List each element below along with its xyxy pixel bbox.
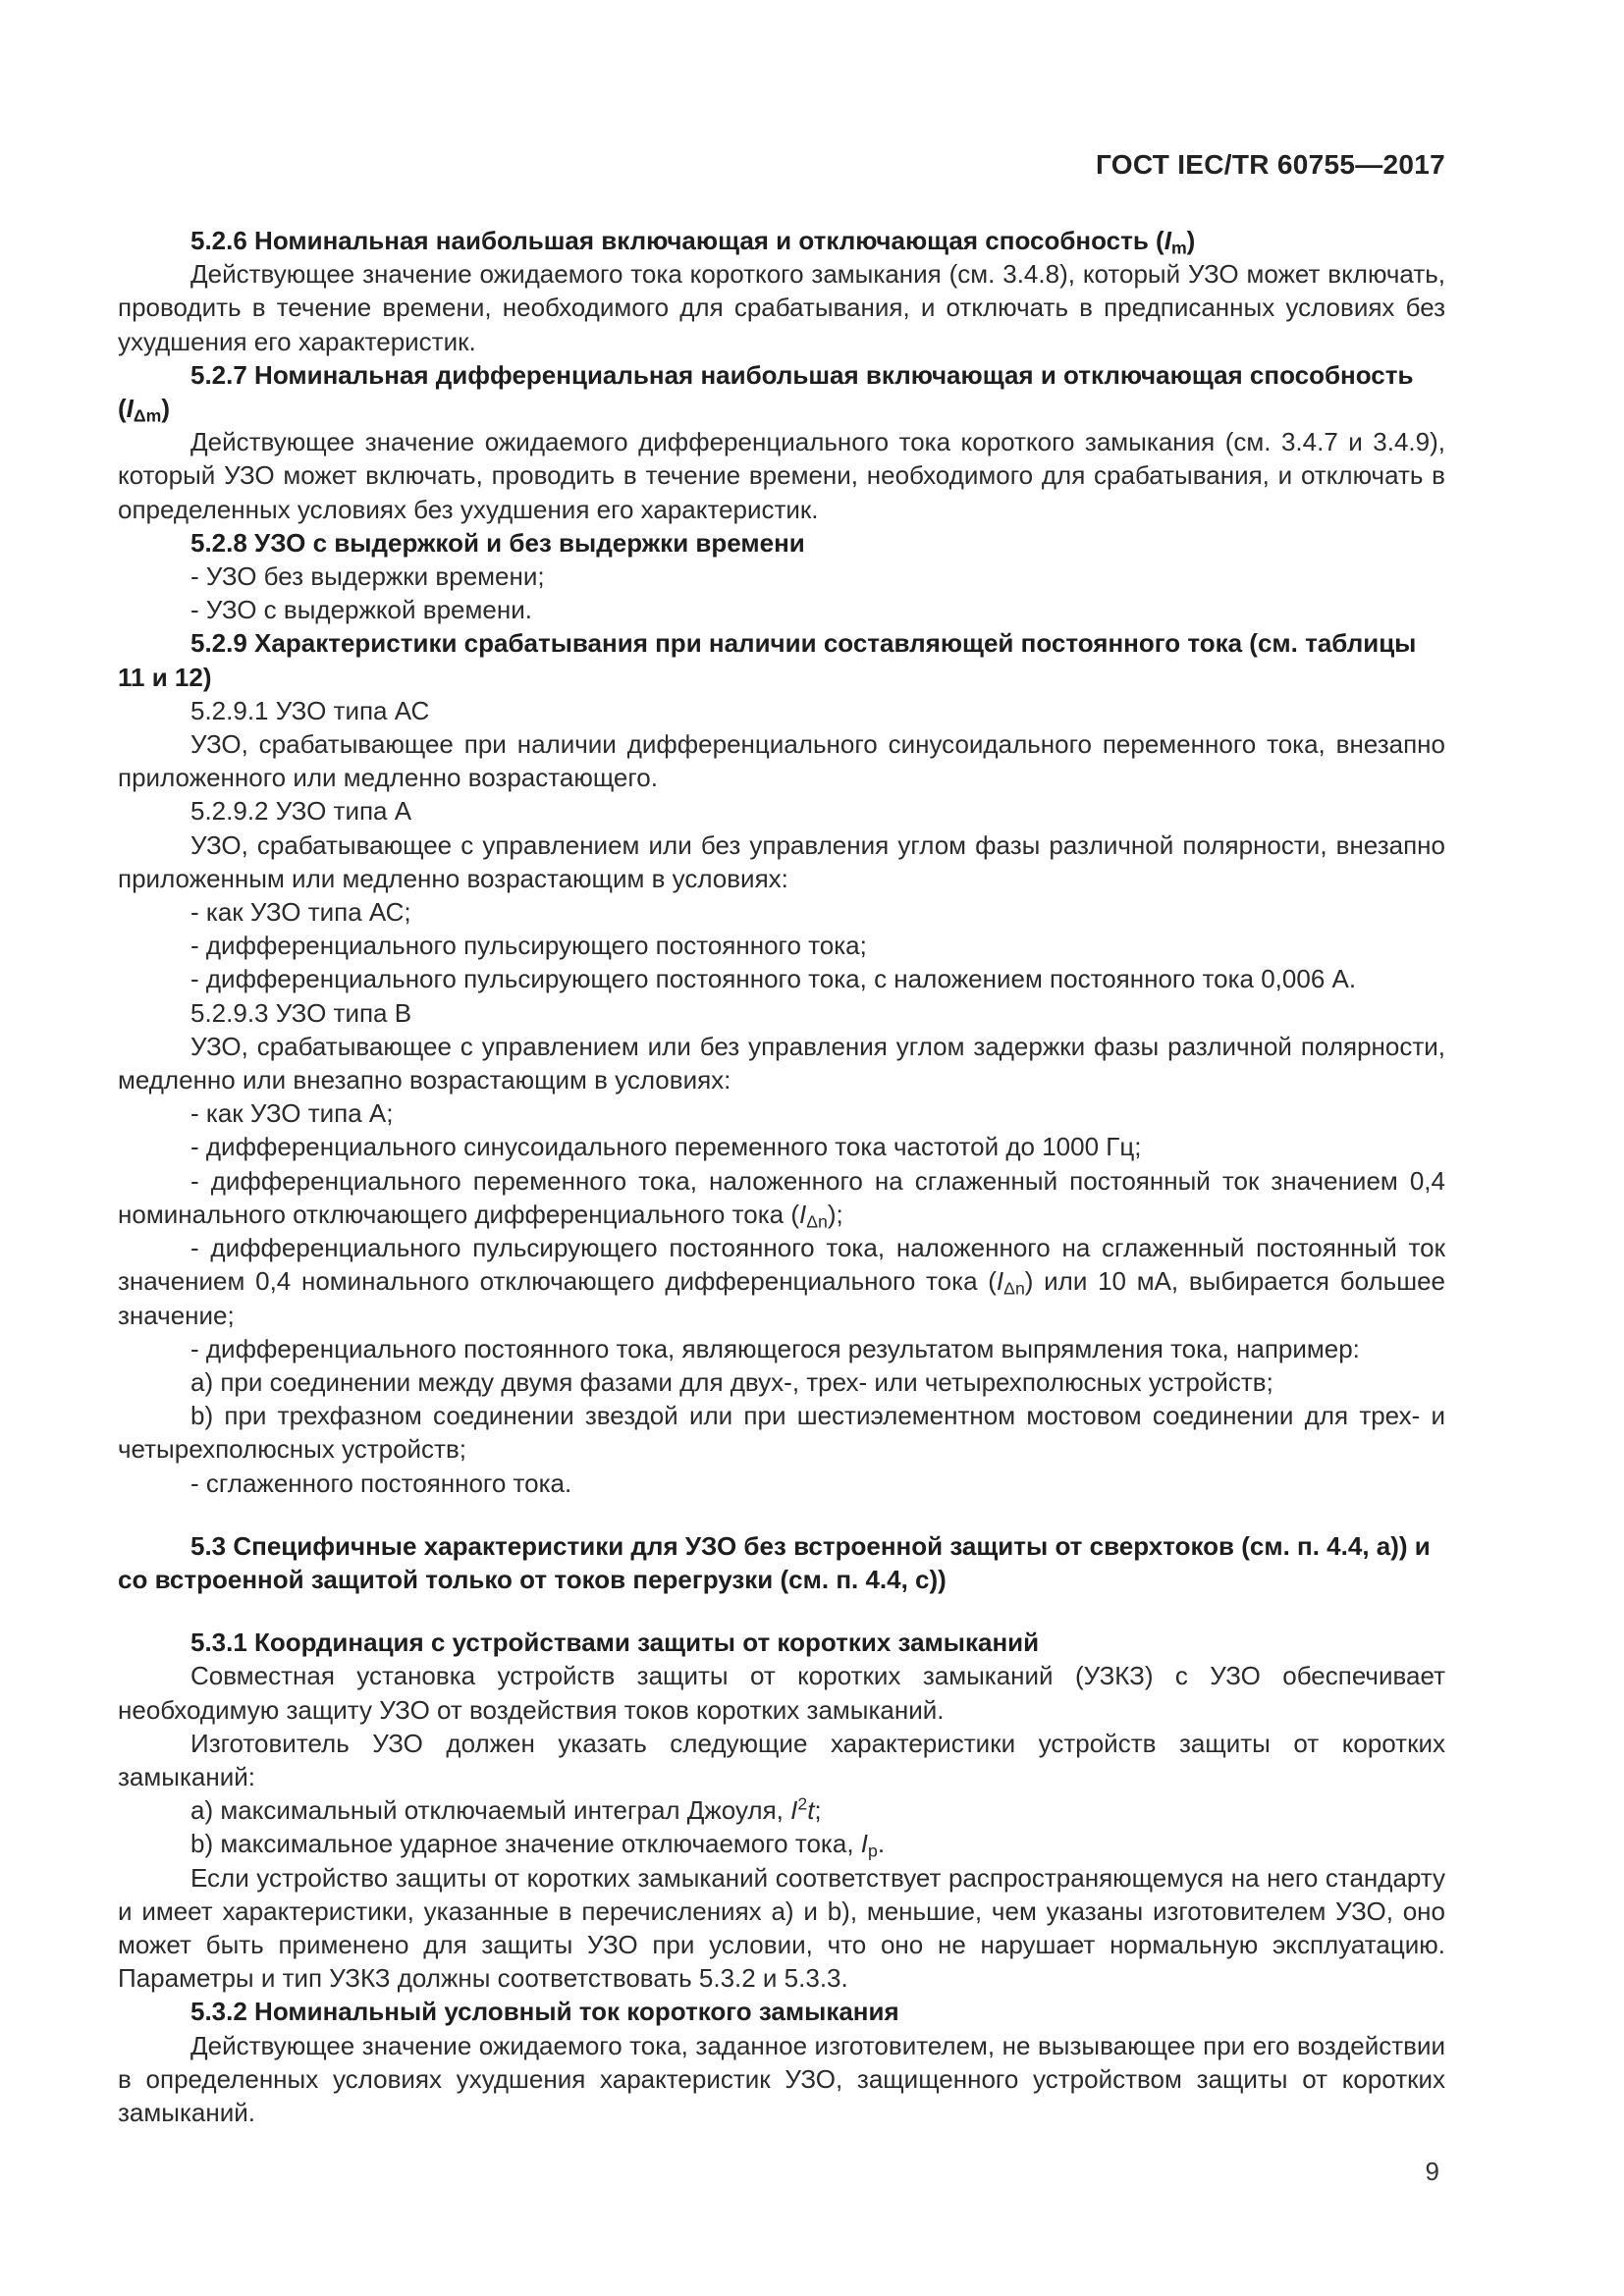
list-item: - сглаженного постоянного тока. bbox=[190, 1468, 572, 1498]
section-5-2-6-heading: 5.2.6 Номинальная наибольшая включающая и отключающая способность $(I_m)$ bbox=[190, 226, 1196, 258]
section-5-2-7-paragraph: Действующее значение ожидаемого дифференциального тока короткого замыкания (см. 3.4.7 и 3.4.9), который УЗО может включать, проводить в течение времени, необходимого для срабатывания, и отключать в определенных условиях без ухудшения его характеристик. bbox=[118, 427, 1445, 524]
list-item: - дифференциального постоянного тока, являющегося результатом выпрямления тока, например: bbox=[190, 1333, 1360, 1363]
list-item: - дифференциального переменного тока, наложенного на сглаженный постоянный ток значением 0,4 номинального отключающего дифференциального тока $(I_{\Delta n})$; bbox=[118, 1165, 1445, 1232]
section-spacer bbox=[118, 1596, 1445, 1626]
list-item: - дифференциального синусоидального переменного тока частотой до 1000 Гц; bbox=[190, 1132, 1142, 1162]
subsection-5-2-9-1-title: 5.2.9.1 УЗО типа АС bbox=[190, 695, 430, 725]
section-5-2-8-heading: 5.2.8 УЗО с выдержкой и без выдержки времени bbox=[190, 527, 805, 558]
section-spacer bbox=[118, 1500, 1445, 1529]
subsection-5-2-9-3-title: 5.2.9.3 УЗО типа В bbox=[190, 997, 412, 1028]
section-5-3-2-paragraph: Действующее значение ожидаемого тока, заданное изготовителем, не вызывающее при его воздействии в определенных условиях ухудшения характеристик УЗО, защищенного устройством защиты от коротких замыканий. bbox=[118, 2030, 1445, 2127]
list-item: - дифференциального пульсирующего постоянного тока; bbox=[190, 931, 867, 961]
section-5-2-7-heading: 5.2.7 Номинальная дифференциальная наибольшая включающая и отключающая способность $(I_{\Delta m})$ bbox=[118, 359, 1414, 426]
section-5-3-1-paragraph: Изготовитель УЗО должен указать следующие характеристики устройств защиты от коротких замыканий: bbox=[118, 1728, 1445, 1791]
section-5-3-2-heading: 5.3.2 Номинальный условный ток короткого замыкания bbox=[190, 1997, 899, 2027]
section-5-3-heading: 5.3 Специфичные характеристики для УЗО без встроенной защиты от сверхтоков (см. п. 4.4, а)) и со встроенной защитой только от токов перегрузки (см. п. 4.4, с)) bbox=[118, 1530, 1431, 1594]
list-item: a) при соединении между двумя фазами для двух-, трех- или четырехполюсных устройств; bbox=[190, 1366, 1273, 1397]
list-item: - УЗО с выдержкой времени. bbox=[190, 595, 532, 625]
list-item: - УЗО без выдержки времени; bbox=[190, 561, 545, 592]
list-item: - дифференциального пульсирующего постоянного тока, наложенного на сглаженный постоянный ток значением 0,4 номинального отключающего дифференциального тока $(I_{\Delta n})$ или 10 мА, выбирается большее значение; bbox=[118, 1233, 1445, 1330]
list-item: b) при трехфазном соединении звездой или при шестиэлементном мостовом соединении для трех- и четырехполюсных устройств; bbox=[118, 1401, 1445, 1465]
list-item: - как УЗО типа АС; bbox=[190, 897, 411, 928]
section-5-2-6-paragraph: Действующее значение ожидаемого тока короткого замыкания (см. 3.4.8), который УЗО может включать, проводить в течение времени, необходимого для срабатывания, и отключать в предписанных условиях без ухудшения его характеристик. bbox=[118, 259, 1445, 356]
section-5-3-1-paragraph: Если устройство защиты от коротких замыканий соответствует распространяющемуся на него стандарту и имеет характеристики, указанные в перечислениях а) и b), меньшие, чем указаны изготовителем УЗО, оно может быть применено для защиты УЗО при условии, что оно не нарушает нормальную эксплуатацию. Параметры и тип УЗКЗ должны соответствовать 5.3.2 и 5.3.3. bbox=[118, 1862, 1445, 1994]
subsection-5-2-9-1-paragraph: УЗО, срабатывающее при наличии дифференциального синусоидального переменного тока, внезапно приложенного или медленно возрастающего. bbox=[118, 729, 1445, 793]
section-5-2-9-heading: 5.2.9 Характеристики срабатывания при наличии составляющей постоянного тока (см. таблицы 11 и 12) bbox=[118, 628, 1417, 692]
subsection-5-2-9-3-paragraph: УЗО, срабатывающее с управлением или без управления углом задержки фазы различной полярности, медленно или внезапно возрастающим в условиях: bbox=[118, 1031, 1445, 1095]
list-item: b) максимальное ударное значение отключаемого тока, $I_p$. bbox=[190, 1829, 886, 1861]
document-header: ГОСТ IEC/TR 60755—2017 bbox=[1096, 149, 1445, 180]
list-item: a) максимальный отключаемый интеграл Джоуля, $I^2t$; bbox=[190, 1793, 822, 1826]
subsection-5-2-9-2-paragraph: УЗО, срабатывающее с управлением или без управления углом фазы различной полярности, внезапно приложенным или медленно возрастающим в условиях: bbox=[118, 829, 1445, 893]
page-number: 9 bbox=[1425, 2157, 1439, 2186]
subsection-5-2-9-2-title: 5.2.9.2 УЗО типа А bbox=[190, 796, 412, 827]
section-5-3-1-paragraph: Совместная установка устройств защиты от коротких замыканий (УЗКЗ) с УЗО обеспечивает необходимую защиту УЗО от воздействия токов коротких замыканий. bbox=[118, 1661, 1445, 1725]
document-body bbox=[118, 224, 1445, 2129]
list-item: - как УЗО типа А; bbox=[190, 1098, 394, 1129]
list-item: - дифференциального пульсирующего постоянного тока, с наложением постоянного тока 0,006 А. bbox=[190, 964, 1357, 994]
section-5-3-1-heading: 5.3.1 Координация с устройствами защиты от коротких замыканий bbox=[190, 1628, 1040, 1658]
